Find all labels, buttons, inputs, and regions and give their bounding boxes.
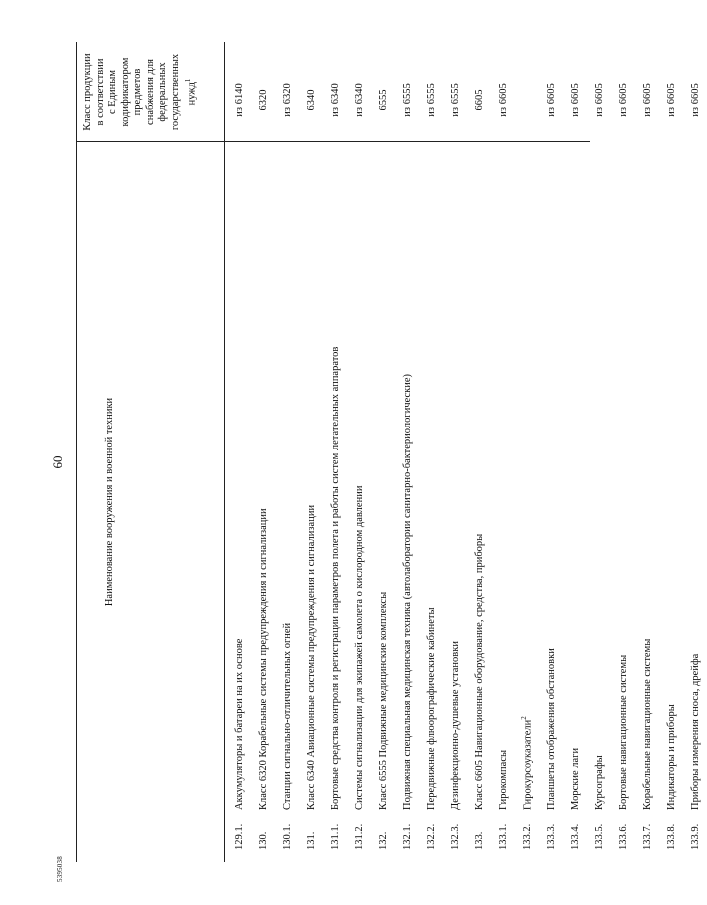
row-class-code: из 6605 [545, 83, 557, 117]
row-name-text: Бортовые навигационные системы [617, 654, 629, 810]
row-class-code: из 6555 [401, 83, 413, 117]
row-class-code: из 6605 [617, 83, 629, 117]
row-number: 132.1. [401, 823, 413, 850]
row-name [426, 158, 437, 814]
table-row [347, 42, 371, 862]
table-row [563, 42, 587, 862]
row-name [354, 158, 365, 814]
header-class-line: в соответствии [94, 58, 106, 126]
table-body [227, 42, 707, 862]
row-class-code: из 6340 [329, 83, 341, 117]
row-name-text: Гирокомпасы [497, 749, 509, 810]
footnote-marker: 1 [184, 78, 192, 83]
row-name [282, 158, 293, 814]
row-name [234, 158, 245, 814]
row-class-code: из 6555 [425, 83, 437, 117]
row-name [402, 158, 413, 814]
row-number: 133.8. [665, 823, 677, 850]
row-name-text: Класс 6605 Навигационные оборудование, средства, приборы [473, 533, 485, 810]
row-class-code: из 6605 [497, 83, 509, 117]
row-class-code: из 6605 [665, 83, 677, 117]
table-top-rule [76, 42, 77, 862]
document-code: 5395038 [56, 856, 64, 882]
row-name [666, 158, 677, 814]
row-name-text: Станции сигнально-отличительных огней [281, 622, 293, 810]
row-number: 132.2. [425, 823, 437, 850]
row-name-text: Индикаторы и приборы [665, 704, 677, 810]
row-name [258, 158, 269, 814]
row-name-text: Дезинфекционно-душевые установки [449, 641, 461, 810]
row-name-text: Гирокурсоуказатели [522, 719, 534, 810]
row-number: 133.5. [593, 823, 605, 850]
header-class-line: снабжения для федеральных [144, 59, 168, 125]
table-row [539, 42, 563, 862]
row-name [474, 158, 485, 814]
row-number: 133.3. [545, 823, 557, 850]
row-name [378, 158, 389, 814]
row-name [498, 158, 509, 814]
table-row [275, 42, 299, 862]
row-class-code: 6605 [473, 89, 485, 111]
row-name [642, 158, 653, 814]
row-name-text: Класс 6340 Авиационные системы предупреждения и сигнализации [305, 504, 317, 810]
row-name-text: Корабельные навигационные системы [641, 638, 653, 810]
row-name-text: Класс 6555 Подвижные медицинские комплексы [377, 591, 389, 810]
page-number: 60 [50, 455, 65, 469]
row-class-code: из 6340 [353, 83, 365, 117]
row-number: 130.1. [281, 823, 293, 850]
row-name [594, 158, 605, 814]
table-row [635, 42, 659, 862]
row-name [450, 158, 461, 814]
table-row [323, 42, 347, 862]
row-name [330, 158, 341, 814]
row-class-code: из 6605 [569, 83, 581, 117]
row-name [618, 158, 629, 814]
row-class-code: из 6605 [689, 83, 701, 117]
row-name [690, 158, 701, 814]
row-name [306, 158, 317, 814]
row-number: 133.9. [689, 823, 701, 850]
table-row [227, 42, 251, 862]
row-name-text: Подвижная специальная медицинская техника (автолаборатории санитарно-бактериологические) [401, 373, 413, 810]
row-number: 133.4. [569, 823, 581, 850]
header-class-line: с Единым кодификатором предметов [107, 57, 143, 127]
header-class-line: Класс продукции [82, 53, 93, 131]
row-name-text: Передвижные флюорографические кабинеты [425, 607, 437, 810]
table-row [515, 42, 539, 862]
row-number: 131.1. [329, 823, 341, 850]
row-name-text: Бортовые средства контроля и регистрации параметров полета и работы систем летательных аппаратов [329, 346, 341, 810]
row-number: 131. [305, 831, 317, 850]
table-row [395, 42, 419, 862]
row-number: 131.2. [353, 823, 365, 850]
row-name-text: Курсографы [593, 755, 605, 810]
header-class-line: государственных нужд$^1$ [169, 53, 198, 131]
row-number: 130. [257, 831, 269, 850]
row-class-code: из 6605 [593, 83, 605, 117]
row-number: 132. [377, 831, 389, 850]
table-header-rule [224, 42, 225, 862]
table-row [443, 42, 467, 862]
footnote-marker: 2 [520, 716, 529, 720]
row-number: 129.1. [233, 823, 245, 850]
table-row [683, 42, 707, 862]
table-row [251, 42, 275, 862]
row-number: 132.3. [449, 823, 461, 850]
row-number: 133.2. [521, 823, 533, 850]
header-class-column [76, 42, 224, 142]
row-class-code: из 6605 [641, 83, 653, 117]
row-name [570, 158, 581, 814]
header-name-column: Наименование вооружения и военной техники [104, 397, 115, 607]
row-name-text: Морские лаги [569, 747, 581, 810]
table-row [299, 42, 323, 862]
row-class-code: из 6140 [233, 83, 245, 117]
row-number: 133.7. [641, 823, 653, 850]
table-row [467, 42, 491, 862]
row-number: 133. [473, 831, 485, 850]
table-row [491, 42, 515, 862]
row-class-code: из 6555 [449, 83, 461, 117]
row-name [520, 158, 534, 814]
row-name-text: Системы сигнализации для экипажей самолета о кислородном давлении [353, 485, 365, 810]
row-class-code: 6320 [257, 89, 269, 111]
row-number: 133.1. [497, 823, 509, 850]
row-class-code: из 6320 [281, 83, 293, 117]
table-row [419, 42, 443, 862]
rotated-document-page [50, 42, 701, 882]
row-name [546, 158, 557, 814]
row-name-text: Класс 6320 Корабельные системы предупреждения и сигнализации [257, 508, 269, 810]
row-name-text: Планшеты отображения обстановки [545, 648, 557, 810]
row-number: 133.6. [617, 823, 629, 850]
table-row [611, 42, 635, 862]
table-row [659, 42, 683, 862]
row-class-code: 6340 [305, 89, 317, 111]
row-class-code: 6555 [377, 89, 389, 111]
row-name-text: Аккумуляторы и батареи на их основе [233, 638, 245, 810]
table-row [371, 42, 395, 862]
row-name-text: Приборы измерения сноса, дрейфа [689, 653, 701, 810]
table-row [587, 42, 611, 862]
